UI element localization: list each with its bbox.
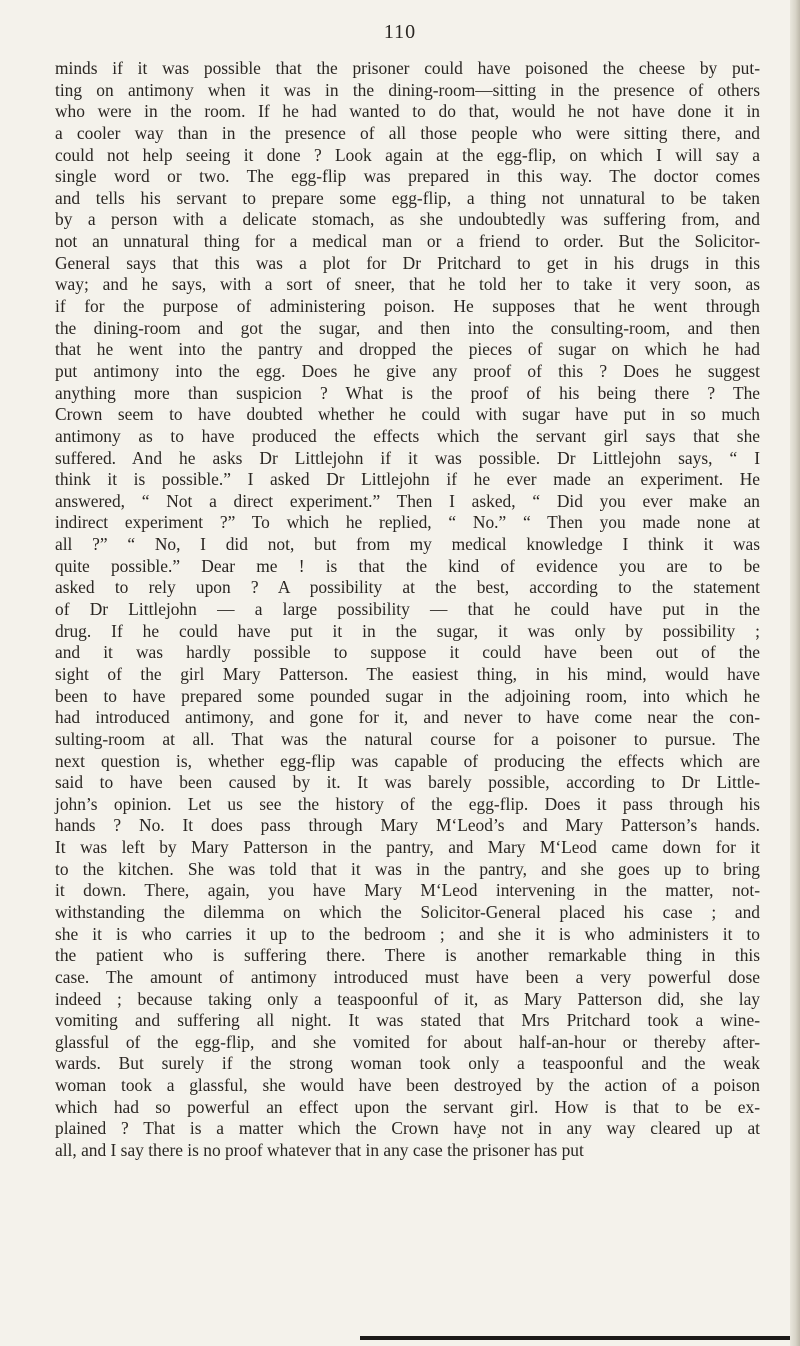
text-line: and tells his servant to prepare some egg-flip, a thing not unnatural to be taken	[55, 187, 760, 208]
body-text	[55, 58, 760, 1162]
text-line: it down. There, again, you have Mary M‘Leod intervening in the matter, not-	[55, 880, 760, 901]
text-line: think it is possible.” I asked Dr Littlejohn if he ever made an experiment. He	[55, 469, 760, 490]
text-line: the dining-room and got the sugar, and then into the consulting-room, and then	[55, 317, 760, 338]
page-number: 110	[383, 21, 417, 43]
text-line: antimony as to have produced the effects which the servant girl says that she	[55, 425, 760, 446]
text-line: quite possible.” Dear me ! is that the kind of evidence you are to be	[55, 555, 760, 576]
text-line: vomiting and suffering all night. It was stated that Mrs Pritchard took a wine-	[55, 1010, 760, 1031]
text-line: woman took a glassful, she would have been destroyed by the action of a poison	[55, 1075, 760, 1096]
text-line: which had so powerful an effect upon the servant girl. How is that to be ex-	[55, 1096, 760, 1117]
text-line: to the kitchen. She was told that it was in the pantry, and she goes up to bring	[55, 858, 760, 879]
text-line: minds if it was possible that the prisoner could have poisoned the cheese by put-	[55, 58, 760, 78]
text-line: withstanding the dilemma on which the Solicitor-General placed his case ; and	[55, 901, 760, 922]
text-line: glassful of the egg-flip, and she vomited for about half-an-hour or thereby after-	[55, 1031, 760, 1052]
text-line: that he went into the pantry and dropped the pieces of sugar on which he had	[55, 339, 760, 360]
text-line: case. The amount of antimony introduced must have been a very powerful dose	[55, 966, 760, 987]
text-line: General says that this was a plot for Dr Pritchard to get in his drugs in this	[55, 252, 760, 273]
text-line: hands ? No. It does pass through Mary M‘Leod’s and Mary Patterson’s hands.	[55, 815, 760, 836]
text-line: answered, “ Not a direct experiment.” Then I asked, “ Did you ever make an	[55, 490, 760, 511]
text-line: not an unnatural thing for a medical man or a friend to order. But the Solicitor-	[55, 231, 760, 252]
text-line: all, and I say there is no proof whatever that in any case the prisoner has put	[55, 1140, 584, 1161]
text-line: a cooler way than in the presence of all those people who were sitting there, and	[55, 122, 760, 143]
text-line: the patient who is suffering there. There is another remarkable thing in this	[55, 945, 760, 966]
text-line: who were in the room. If he had wanted to do that, would he not have done it in	[55, 101, 760, 122]
text-line: said to have been caused by it. It was barely possible, according to Dr Little-	[55, 772, 760, 793]
text-line: been to have prepared some pounded sugar in the adjoining room, into which he	[55, 685, 760, 706]
text-line: ting on antimony when it was in the dining-room—sitting in the presence of others	[55, 79, 760, 100]
text-line: suffered. And he asks Dr Littlejohn if it was possible. Dr Littlejohn says, “ I	[55, 447, 760, 468]
text-line: asked to rely upon ? A possibility at the best, according to the statement	[55, 577, 760, 598]
text-line: single word or two. The egg-flip was prepared in this way. The doctor comes	[55, 166, 760, 187]
text-line: indeed ; because taking only a teaspoonful of it, as Mary Patterson did, she lay	[55, 988, 760, 1009]
text-line: could not help seeing it done ? Look again at the egg-flip, on which I will say a	[55, 144, 760, 165]
text-line: had introduced antimony, and gone for it, and never to have come near the con-	[55, 707, 760, 728]
text-line: It was left by Mary Patterson in the pantry, and Mary M‘Leod came down for it	[55, 837, 760, 858]
text-line: indirect experiment ?” To which he replied, “ No.” “ Then you made none at	[55, 512, 760, 533]
text-line: all ?” “ No, I did not, but from my medical knowledge I think it was	[55, 534, 760, 555]
text-line: sulting-room at all. That was the natural course for a poisoner to pursue. The	[55, 728, 760, 749]
text-line: by a person with a delicate stomach, as she undoubtedly was suffering from, and	[55, 209, 760, 230]
text-line: she it is who carries it up to the bedroom ; and she it is who administers it to	[55, 923, 760, 944]
text-line: put antimony into the egg. Does he give any proof of this ? Does he suggest	[55, 360, 760, 381]
text-line: wards. But surely if the strong woman took only a teaspoonful and the weak	[55, 1053, 760, 1074]
text-line: next question is, whether egg-flip was capable of producing the effects which are	[55, 750, 760, 771]
text-line: and it was hardly possible to suppose it could have been out of the	[55, 642, 760, 663]
text-line: if for the purpose of administering poison. He supposes that he went through	[55, 296, 760, 317]
text-line: sight of the girl Mary Patterson. The easiest thing, in his mind, would have	[55, 663, 760, 684]
text-line: of Dr Littlejohn — a large possibility — that he could have put in the	[55, 599, 760, 620]
page-edge	[790, 0, 800, 1346]
text-line: anything more than suspicion ? What is the proof of his being there ? The	[55, 382, 760, 403]
text-line: plained ? That is a matter which the Crown hav̧e not in any way cleared up at	[55, 1118, 760, 1139]
text-line: Crown seem to have doubted whether he could with sugar have put in so much	[55, 404, 760, 425]
text-line: drug. If he could have put it in the sugar, it was only by possibility ;	[55, 620, 760, 641]
text-line: john’s opinion. Let us see the history of the egg-flip. Does it pass through his	[55, 793, 760, 814]
bottom-rule	[360, 1336, 800, 1340]
text-line: way; and he says, with a sort of sneer, that he told her to take it very soon, as	[55, 274, 760, 295]
